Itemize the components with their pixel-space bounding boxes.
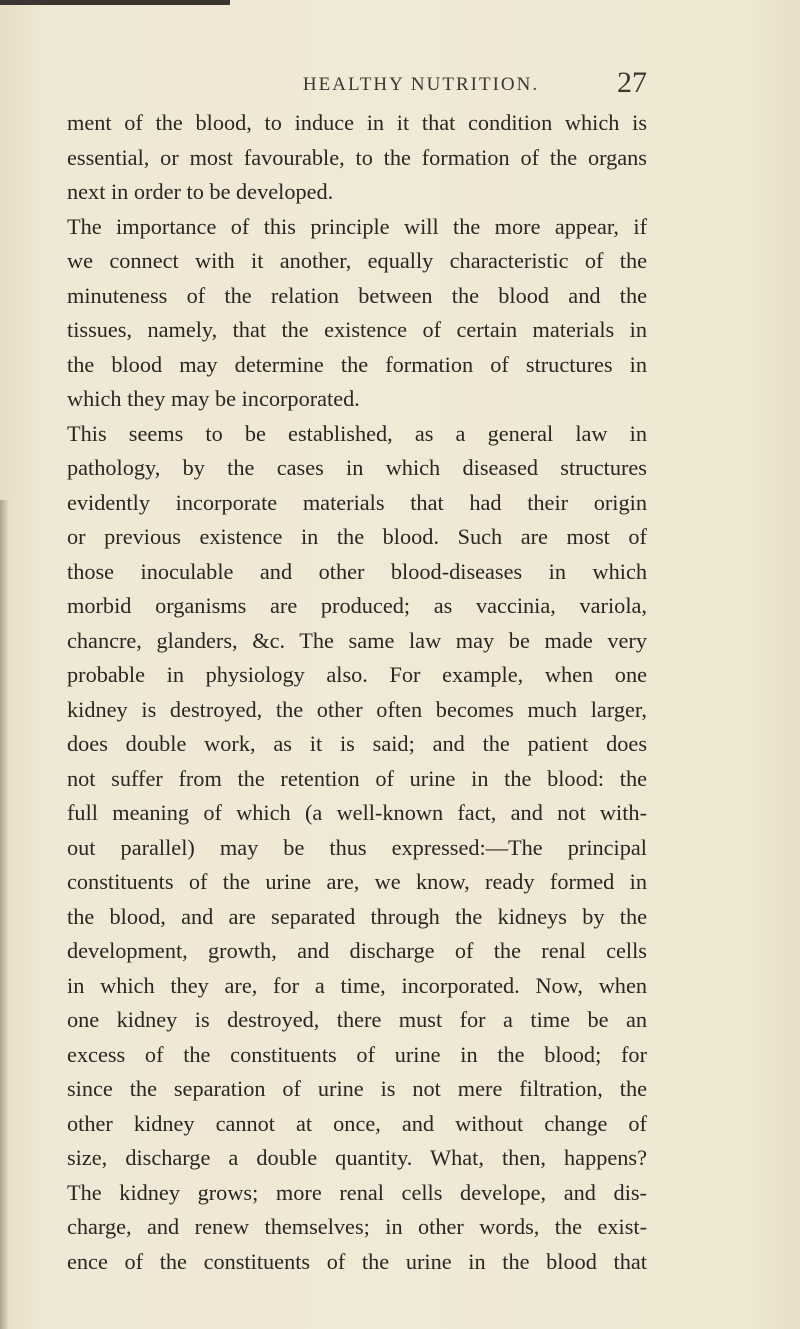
text-line: morbid organisms are produced; as vaccinia, variola, — [67, 593, 647, 618]
text-line: we connect with it another, equally characteristic of the — [67, 248, 647, 273]
text-line: minuteness of the relation between the blood and the — [67, 282, 647, 308]
running-head: HEALTHY NUTRITION. — [302, 74, 540, 95]
text-line: charge, and renew themselves; in other words, the exist- — [67, 1214, 647, 1239]
body-text — [67, 106, 647, 1279]
text-line: pathology, by the cases in which diseased structures — [67, 455, 647, 480]
text-line: since the separation of urine is not mere filtration, the — [67, 1076, 647, 1101]
text-line: The importance of this principle will the more appear, if — [67, 213, 647, 239]
text-line: size, discharge a double quantity. What, then, happens? — [67, 1145, 647, 1170]
text-line: full meaning of which (a well-known fact, and not with- — [67, 800, 647, 825]
text-line: The kidney grows; more renal cells develope, and dis- — [67, 1179, 647, 1205]
text-line: which they may be incorporated. — [67, 386, 360, 411]
text-line: This seems to be established, as a general law in — [67, 420, 647, 446]
text-line: excess of the constituents of urine in the blood; for — [67, 1041, 647, 1067]
text-line: does double work, as it is said; and the patient does — [67, 731, 647, 756]
text-line: essential, or most favourable, to the formation of the organs — [67, 144, 647, 170]
text-line: probable in physiology also. For example, when one — [67, 662, 647, 687]
text-line: ence of the constituents of the urine in the blood that — [67, 1248, 647, 1274]
text-line: chancre, glanders, &c. The same law may be made very — [67, 627, 647, 653]
page-number: 27 — [617, 66, 647, 99]
text-line: other kidney cannot at once, and without change of — [67, 1110, 647, 1136]
text-line: or previous existence in the blood. Such are most of — [67, 524, 647, 549]
text-line: out parallel) may be thus expressed:—The principal — [67, 834, 647, 860]
text-line: evidently incorporate materials that had their origin — [67, 489, 647, 515]
text-line: development, growth, and discharge of the renal cells — [67, 938, 647, 963]
text-line: in which they are, for a time, incorporated. Now, when — [67, 972, 647, 998]
text-line: constituents of the urine are, we know, ready formed in — [67, 869, 647, 894]
binding-shadow — [0, 500, 9, 1329]
text-line: kidney is destroyed, the other often becomes much larger, — [67, 696, 647, 722]
text-line: tissues, namely, that the existence of certain materials in — [67, 317, 647, 342]
text-line: the blood may determine the formation of structures in — [67, 351, 647, 377]
text-line: next in order to be developed. — [67, 179, 334, 204]
top-edge-rule — [0, 0, 230, 5]
text-line: ment of the blood, to induce in it that condition which is — [67, 110, 647, 135]
text-line: those inoculable and other blood-diseases in which — [67, 558, 647, 584]
text-line: one kidney is destroyed, there must for a time be an — [67, 1007, 647, 1032]
text-line: the blood, and are separated through the kidneys by the — [67, 903, 647, 929]
text-line: not suffer from the retention of urine in the blood: the — [67, 765, 647, 791]
